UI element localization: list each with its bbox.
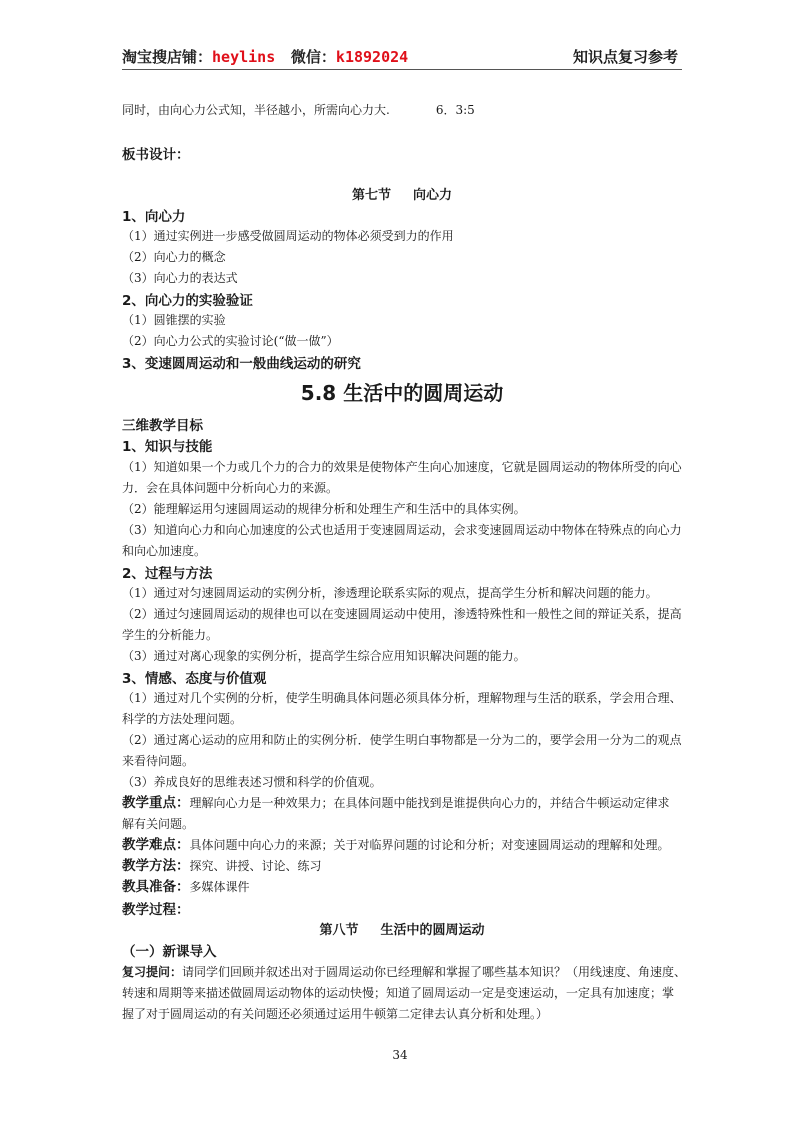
process-label: 教学过程： xyxy=(122,902,190,918)
key-point xyxy=(122,793,682,813)
board-design-label: 板书设计： xyxy=(122,147,190,163)
section7-heading-3: 3、变速圆周运动和一般曲线运动的研究 xyxy=(122,356,361,372)
method-text: 探究、讲授、讨论、练习 xyxy=(189,859,322,873)
difficulty xyxy=(122,835,682,855)
key-point-label: 教学重点： xyxy=(122,795,190,811)
header-shop-name: heylins xyxy=(212,48,276,66)
section7-item: （2）向心力公式的实验讨论(“做一做”） xyxy=(122,334,339,348)
goal-text: 力．会在具体问题中分析向心力的来源。 xyxy=(122,481,339,495)
goal-text: （3）知道向心力和向心加速度的公式也适用于变速圆周运动，会求变速圆周运动中物体在特殊点的向心力 xyxy=(122,523,682,537)
review xyxy=(122,962,687,982)
section7-item: （1）圆锥摆的实验 xyxy=(122,313,226,327)
goal-text: （1）知道如果一个力或几个力的合力的效果是使物体产生向心加速度，它就是圆周运动的物体所受的向心 xyxy=(122,460,682,474)
tools-label: 教具准备： xyxy=(122,879,190,895)
goal-text: （2）通过离心运动的应用和防止的实例分析．使学生明白事物都是一分为二的，要学会用一分为二的观点 xyxy=(122,733,682,747)
tools xyxy=(122,877,682,897)
key-point-text: 理解向心力是一种效果力；在具体问题中能找到是谁提供向心力的，并结合牛顿运动定律求 xyxy=(189,796,670,810)
knowledge-heading: 1、知识与技能 xyxy=(122,439,213,455)
top-line-text: 同时，由向心力公式知，半径越小，所需向心力大. xyxy=(122,103,390,117)
page-header xyxy=(122,46,678,68)
header-shop-label: 淘宝搜店铺： xyxy=(122,48,213,66)
intro-heading: （一）新课导入 xyxy=(122,944,217,960)
header-wechat-id: k1892024 xyxy=(335,48,409,66)
goal-text: （2）通过匀速圆周运动的规律也可以在变速圆周运动中使用，渗透特殊性和一般性之间的辩证关系，提高 xyxy=(122,607,682,621)
method-label: 教学方法： xyxy=(122,858,190,874)
section7-title xyxy=(122,184,682,203)
section7-name: 向心力 xyxy=(413,188,453,203)
review-label: 复习提问： xyxy=(122,965,183,979)
header-rule xyxy=(122,69,682,70)
review-cont: 转速和周期等来描述做圆周运动物体的运动快慢；知道了圆周运动一定是变速运动，一定具有加速度；掌 xyxy=(122,986,675,1000)
section7-heading-2: 2、向心力的实验验证 xyxy=(122,293,253,309)
goal-text: （1）通过对匀速圆周运动的实例分析，渗透理论联系实际的观点，提高学生分析和解决问题的能力。 xyxy=(122,586,658,600)
section7-number: 第七节 xyxy=(351,188,391,203)
goal-text: （2）能理解运用匀速圆周运动的规律分析和处理生产和生活中的具体实例。 xyxy=(122,502,526,516)
top-line-answer: 6．3:5 xyxy=(435,103,475,117)
section8-number: 第八节 xyxy=(319,923,359,938)
goal-text: 学生的分析能力。 xyxy=(122,628,219,642)
lesson-title: 5.8 生活中的圆周运动 xyxy=(300,381,504,405)
header-right-title: 知识点复习参考 xyxy=(572,48,678,66)
goal-text: 来看待问题。 xyxy=(122,754,195,768)
goals-heading: 三维教学目标 xyxy=(122,418,203,434)
key-point-cont: 解有关问题。 xyxy=(122,817,195,831)
tools-text: 多媒体课件 xyxy=(189,880,250,894)
section7-heading-1: 1、向心力 xyxy=(122,209,186,225)
goal-text: （3）通过对离心现象的实例分析，提高学生综合应用知识解决问题的能力。 xyxy=(122,649,526,663)
difficulty-text: 具体问题中向心力的来源；关于对临界问题的讨论和分析；对变速圆周运动的理解和处理。 xyxy=(189,838,670,852)
method xyxy=(122,856,682,876)
goal-text: 科学的方法处理问题。 xyxy=(122,712,243,726)
section7-item: （1）通过实例进一步感受做圆周运动的物体必须受到力的作用 xyxy=(122,229,454,243)
page-number: 34 xyxy=(392,1048,408,1062)
goal-text: 和向心加速度。 xyxy=(122,544,207,558)
review-text: 请同学们回顾并叙述出对于圆周运动你已经理解和掌握了哪些基本知识？（用线速度、角速度、 xyxy=(182,965,687,979)
section7-item: （3）向心力的表达式 xyxy=(122,271,238,285)
section8-title xyxy=(122,919,682,938)
section8-name: 生活中的圆周运动 xyxy=(380,923,485,938)
goal-text: （1）通过对几个实例的分析，使学生明确具体问题必须具体分析，理解物理与生活的联系，学会用合理、 xyxy=(122,691,682,705)
difficulty-label: 教学难点： xyxy=(122,837,190,853)
goal-text: （3）养成良好的思维表述习惯和科学的价值观。 xyxy=(122,775,382,789)
top-line xyxy=(122,100,682,120)
process-heading: 2、过程与方法 xyxy=(122,566,213,582)
review-cont: 握了对于圆周运动的有关问题还必须通过运用牛顿第二定律去认真分析和处理。） xyxy=(122,1007,549,1021)
header-wechat-label: 微信： xyxy=(290,48,336,66)
header-shop-info xyxy=(122,46,408,67)
emotion-heading: 3、情感、态度与价值观 xyxy=(122,671,267,687)
section7-item: （2）向心力的概念 xyxy=(122,250,226,264)
